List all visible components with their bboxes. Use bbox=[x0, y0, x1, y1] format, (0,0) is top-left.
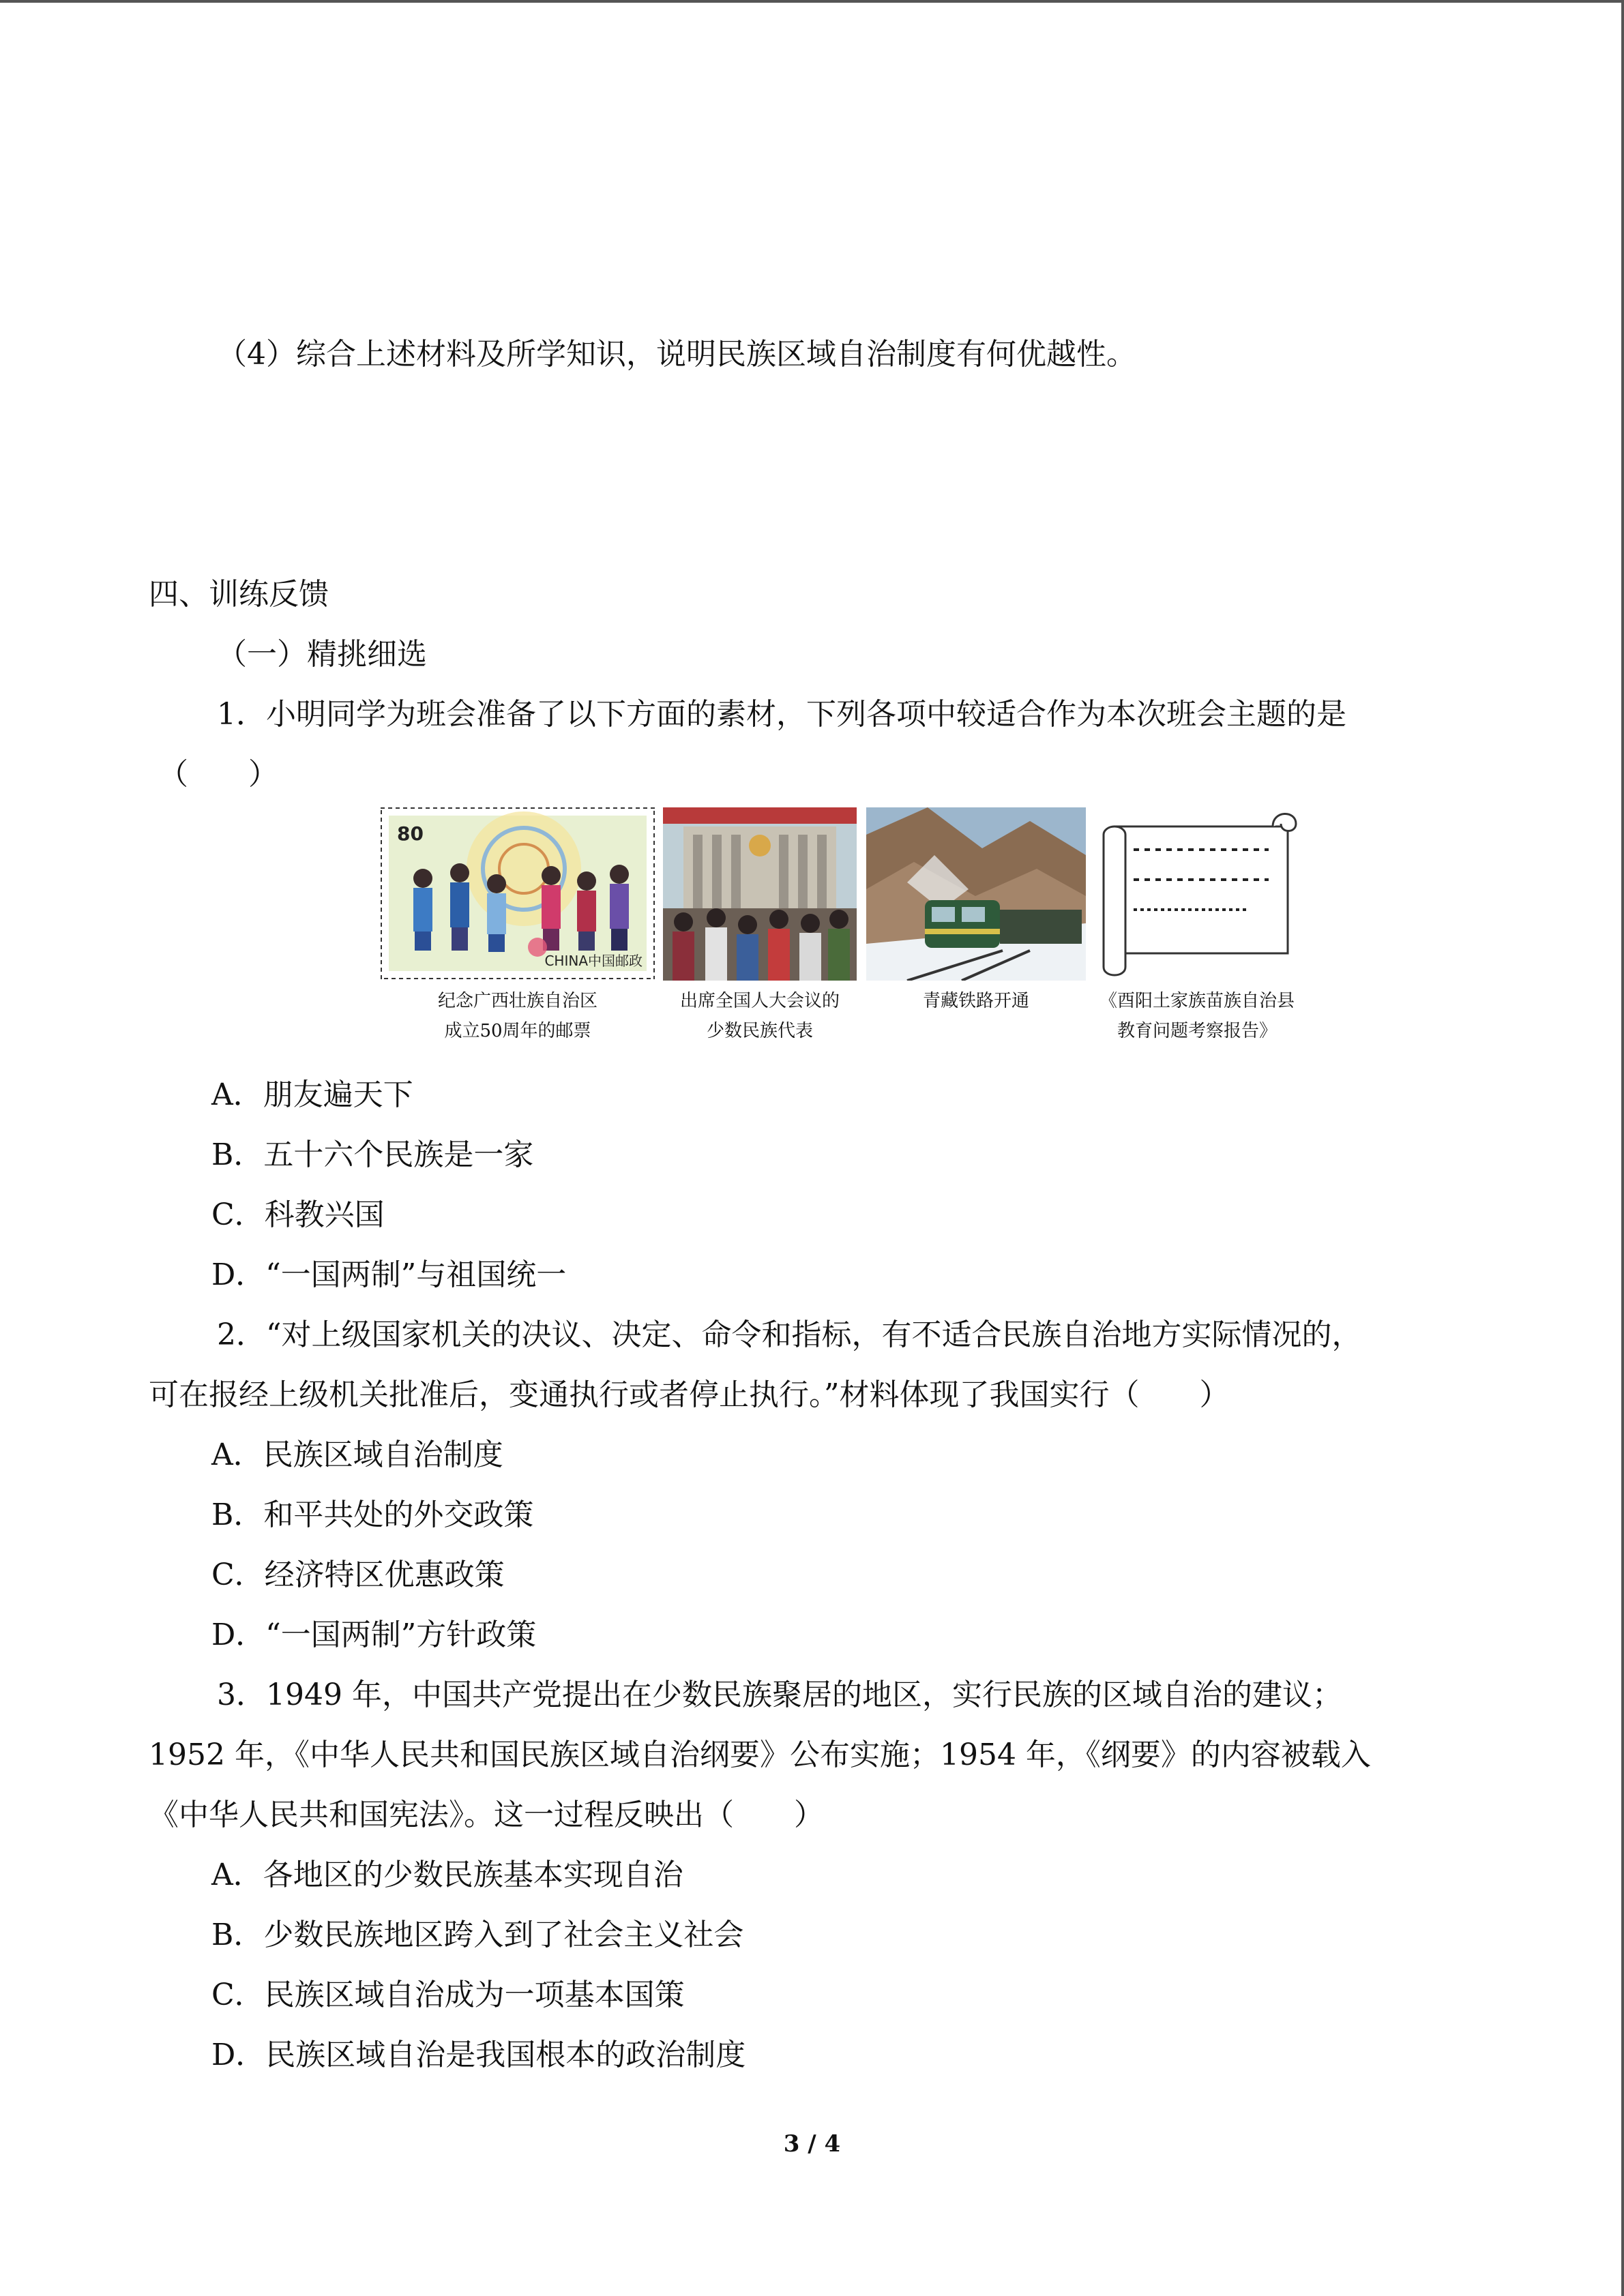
question-2-stem-line-1: 2．“对上级国家机关的决议、决定、命令和指标，有不适合民族自治地方实际情况的， bbox=[217, 1317, 1362, 1352]
page-number: 3 / 4 bbox=[783, 2130, 841, 2158]
figure-stamp-caption-line-2: 成立50周年的邮票 bbox=[444, 1021, 591, 1041]
subsection-title: （一）精挑细选 bbox=[217, 637, 427, 672]
figure-npc-caption-line-2: 少数民族代表 bbox=[706, 1021, 813, 1041]
question-1-option-b: B．五十六个民族是一家 bbox=[211, 1137, 534, 1172]
question-3-stem-line-3: 《中华人民共和国宪法》。这一过程反映出（ ） bbox=[149, 1798, 824, 1832]
question-2-option-b: B．和平共处的外交政策 bbox=[211, 1497, 534, 1532]
figure-npc-caption-line-1: 出席全国人大会议的 bbox=[679, 991, 840, 1011]
figure-scroll-image bbox=[1094, 803, 1299, 982]
page-right-border bbox=[1621, 0, 1624, 2296]
question-3-option-d: D．民族区域自治是我国根本的政治制度 bbox=[211, 2038, 746, 2072]
question-3-stem-line-2: 1952 年，《中华人民共和国民族区域自治纲要》公布实施；1954 年，《纲要》的内容被载入 bbox=[149, 1738, 1371, 1772]
question-3-stem-line-1: 3．1949 年，中国共产党提出在少数民族聚居的地区，实行民族的区域自治的建议； bbox=[217, 1678, 1342, 1712]
question-3-option-a: A．各地区的少数民族基本实现自治 bbox=[211, 1858, 683, 1892]
figure-npc-delegates-image bbox=[663, 807, 857, 981]
question-1-stem-line-1: 1．小明同学为班会准备了以下方面的素材，下列各项中较适合作为本次班会主题的是 bbox=[217, 697, 1346, 732]
question-1-option-a: A．朋友遍天下 bbox=[211, 1077, 413, 1112]
page-top-border bbox=[0, 0, 1624, 3]
question-2-option-a: A．民族区域自治制度 bbox=[211, 1437, 503, 1472]
question-2-option-c: C．经济特区优惠政策 bbox=[211, 1557, 505, 1592]
figure-railway-caption: 青藏铁路开通 bbox=[922, 991, 1029, 1011]
stamp-value: 80 bbox=[397, 822, 424, 845]
question-2-option-d: D．“一国两制”方针政策 bbox=[211, 1617, 537, 1652]
figure-stamp-image bbox=[381, 807, 655, 979]
question-1-stem-line-2: （ ） bbox=[158, 757, 278, 792]
question-2-stem-line-2: 可在报经上级机关批准后，变通执行或者停止执行。”材料体现了我国实行（ ） bbox=[149, 1377, 1230, 1412]
question-1-option-d: D．“一国两制”与祖国统一 bbox=[211, 1257, 567, 1292]
section-title: 四、训练反馈 bbox=[149, 577, 329, 612]
question-1-option-c: C．科教兴国 bbox=[211, 1197, 385, 1232]
figure-stamp-caption-line-1: 纪念广西壮族自治区 bbox=[437, 991, 597, 1011]
figure-railway-image bbox=[866, 807, 1086, 981]
figure-scroll-caption-line-2: 教育问题考察报告》 bbox=[1117, 1021, 1277, 1041]
question-3-option-c: C．民族区域自治成为一项基本国策 bbox=[211, 1978, 685, 2012]
question-3-option-b: B．少数民族地区跨入到了社会主义社会 bbox=[211, 1918, 744, 1952]
stamp-brand: CHINA中国邮政 bbox=[544, 953, 643, 969]
figure-scroll-caption-line-1: 《酉阳土家族苗族自治县 bbox=[1099, 991, 1295, 1011]
question-4-prompt: （4）综合上述材料及所学知识，说明民族区域自治制度有何优越性。 bbox=[217, 337, 1136, 372]
